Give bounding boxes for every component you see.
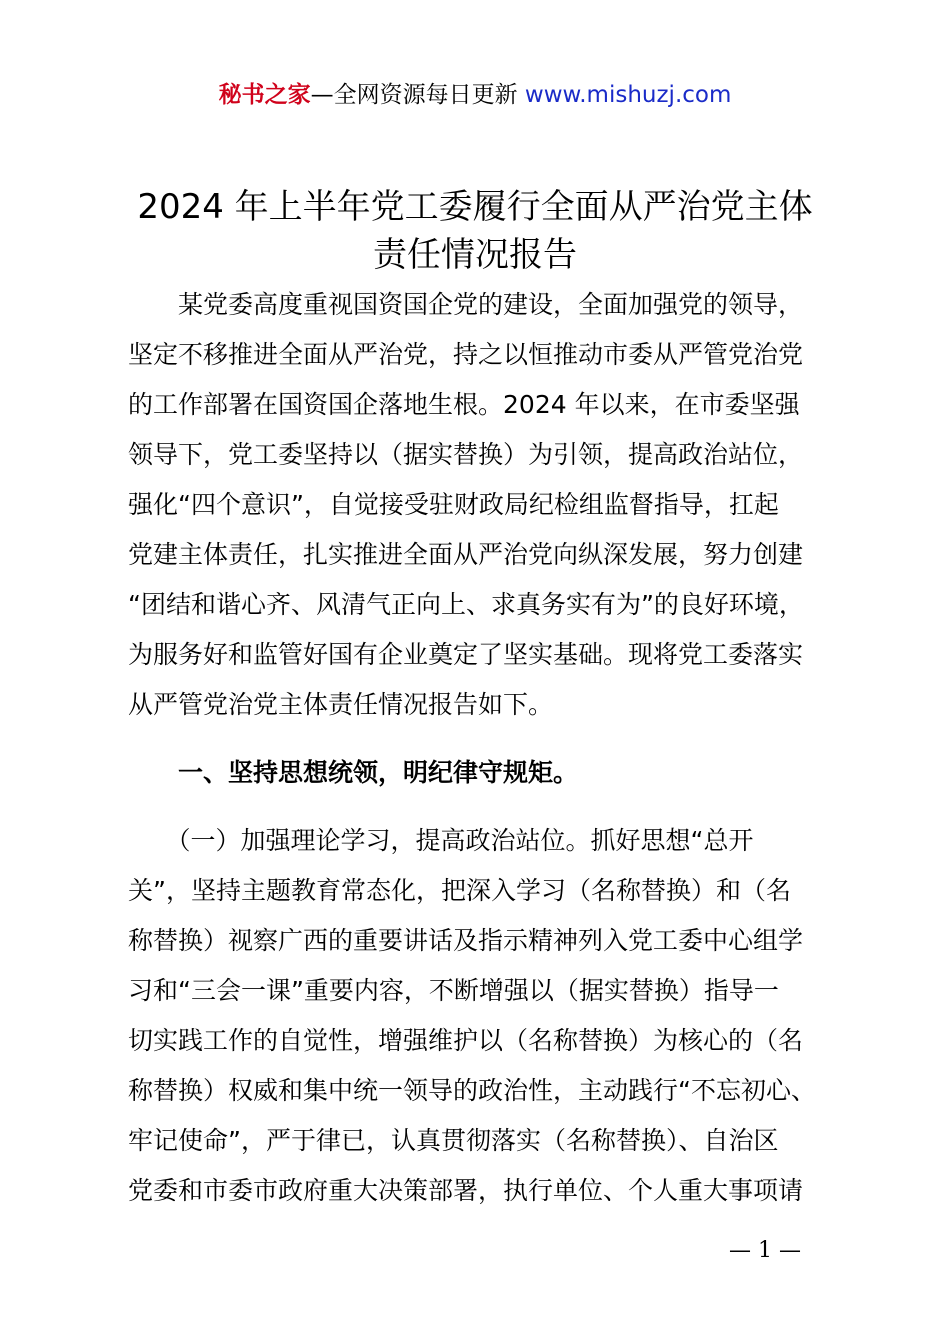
paragraph-1-line: 某党委高度重视国资国企党的建设，全面加强党的领导， <box>128 290 804 319</box>
site-url-link[interactable]: www.mishuzj.com <box>524 82 732 108</box>
paragraph-2-line: 称替换）视察广西的重要讲话及指示精神列入党工委中心组学 <box>128 926 804 955</box>
paragraph-1-line: 的工作部署在国资国企落地生根。2024 年以来，在市委坚强 <box>128 390 800 419</box>
paragraph-2-line: 党委和市委市政府重大决策部署，执行单位、个人重大事项请 <box>128 1176 804 1205</box>
paragraph-1-line: 从严管党治党主体责任情况报告如下。 <box>128 690 554 719</box>
title-line-1: 2024 年上半年党工委履行全面从严治党主体 <box>137 187 813 227</box>
page-number: — 1 — <box>729 1238 801 1263</box>
paragraph-1-line: 为服务好和监管好国有企业奠定了坚实基础。现将党工委落实 <box>128 640 804 669</box>
paragraph-2-line: 习和“三会一课”重要内容，不断增强以（据实替换）指导一 <box>128 976 779 1005</box>
title-line-2: 责任情况报告 <box>373 235 577 275</box>
header-tagline: —全网资源每日更新 <box>310 82 518 108</box>
paragraph-gap <box>128 730 836 748</box>
paragraph-2-line: 称替换）权威和集中统一领导的政治性，主动践行“不忘初心、 <box>128 1076 816 1105</box>
document-body <box>128 280 836 1216</box>
brand-name: 秘书之家 <box>218 82 311 108</box>
paragraph-1-line: 党建主体责任，扎实推进全面从严治党向纵深发展，努力创建 <box>128 540 804 569</box>
paragraph-1-line: “团结和谐心齐、风清气正向上、求真务实有为”的良好环境， <box>128 590 804 619</box>
section-1-heading: 一、坚持思想统领，明纪律守规矩。 <box>128 758 579 787</box>
site-header <box>0 78 950 112</box>
paragraph-1-line: 坚定不移推进全面从严治党，持之以恒推动市委从严管党治党 <box>128 340 804 369</box>
paragraph-2-line: 牢记使命”，严于律已，认真贯彻落实（名称替换）、自治区 <box>128 1126 779 1155</box>
paragraph-2-line: 切实践工作的自觉性，增强维护以（名称替换）为核心的（名 <box>128 1026 804 1055</box>
paragraph-1-line: 强化“四个意识”，自觉接受驻财政局纪检组监督指导，扛起 <box>128 490 779 519</box>
paragraph-2-line: 关”，坚持主题教育常态化，把深入学习（名称替换）和（名 <box>128 876 791 905</box>
document-title <box>60 183 890 279</box>
paragraph-gap <box>128 798 836 816</box>
paragraph-2-line: （一）加强理论学习，提高政治站位。抓好思想“总开 <box>128 826 754 855</box>
paragraph-1-line: 领导下，党工委坚持以（据实替换）为引领，提高政治站位， <box>128 440 804 469</box>
